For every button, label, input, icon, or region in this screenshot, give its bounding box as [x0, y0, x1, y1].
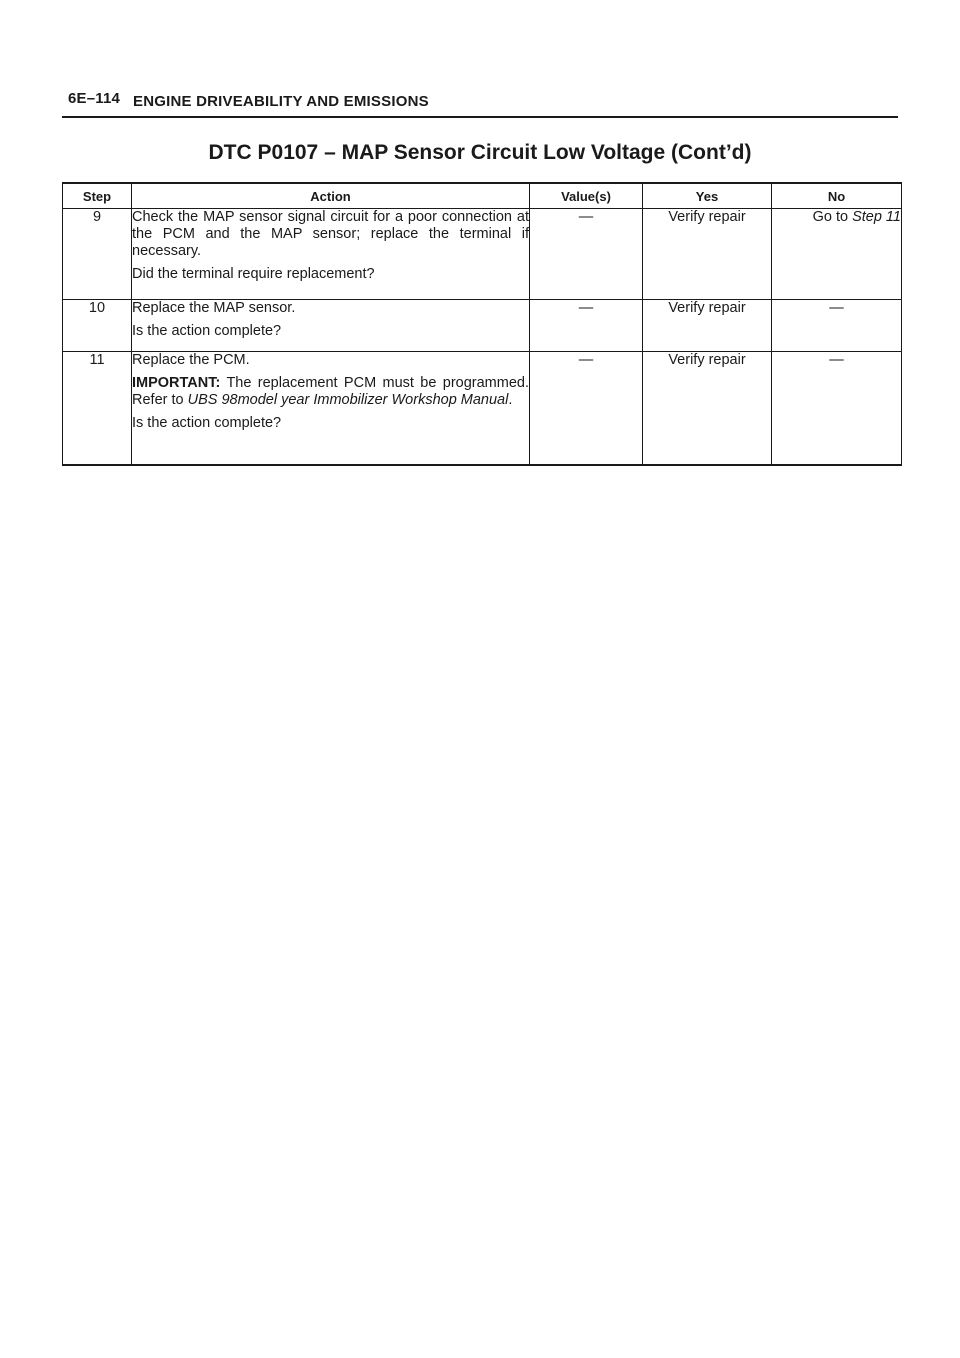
table-row-step-9	[63, 209, 902, 300]
diagnostic-table	[62, 182, 902, 466]
action-text: Replace the MAP sensor.	[132, 300, 296, 316]
no-prefix: Go to	[812, 209, 853, 225]
column-header-values: Value(s)	[530, 183, 643, 209]
important-note	[132, 375, 529, 409]
section-title: ENGINE DRIVEABILITY AND EMISSIONS	[133, 93, 429, 110]
step-number: 9	[63, 209, 132, 300]
column-header-action: Action	[132, 183, 530, 209]
header-rule	[62, 116, 898, 118]
action-cell	[132, 300, 530, 352]
yes-cell: Verify repair	[643, 300, 772, 352]
step-number: 10	[63, 300, 132, 352]
important-text: The replacement PCM must be programmed. Refer to	[132, 375, 529, 408]
action-question: Did the terminal require replacement?	[132, 266, 375, 282]
yes-cell: Verify repair	[643, 352, 772, 465]
table-row-step-11	[63, 352, 902, 465]
no-cell: —	[772, 300, 902, 352]
action-question: Is the action complete?	[132, 323, 282, 339]
action-cell	[132, 209, 530, 300]
yes-cell: Verify repair	[643, 209, 772, 300]
values-cell: —	[530, 300, 643, 352]
no-cell: —	[772, 352, 902, 465]
column-header-yes: Yes	[643, 183, 772, 209]
page-number: 6E–114	[68, 90, 121, 107]
manual-reference: UBS 98model year Immobilizer Workshop Manual	[187, 392, 509, 408]
column-header-no: No	[772, 183, 902, 209]
important-label: IMPORTANT:	[132, 375, 221, 391]
page-title: DTC P0107 – MAP Sensor Circuit Low Voltage (Cont’d)	[208, 141, 752, 164]
table-header-row	[63, 183, 902, 209]
values-cell: —	[530, 209, 643, 300]
step-reference-link[interactable]: Step 11	[852, 209, 901, 225]
table-row-step-10	[63, 300, 902, 352]
no-cell	[772, 209, 902, 300]
column-header-step: Step	[63, 183, 132, 209]
step-number: 11	[63, 352, 132, 465]
action-cell	[132, 352, 530, 465]
action-text: Replace the PCM.	[132, 352, 250, 368]
important-end: .	[508, 392, 513, 408]
action-text: Check the MAP sensor signal circuit for a poor connection at the PCM and the MAP sensor; replace the terminal if necessary.	[132, 209, 529, 259]
values-cell: —	[530, 352, 643, 465]
action-question: Is the action complete?	[132, 415, 282, 431]
